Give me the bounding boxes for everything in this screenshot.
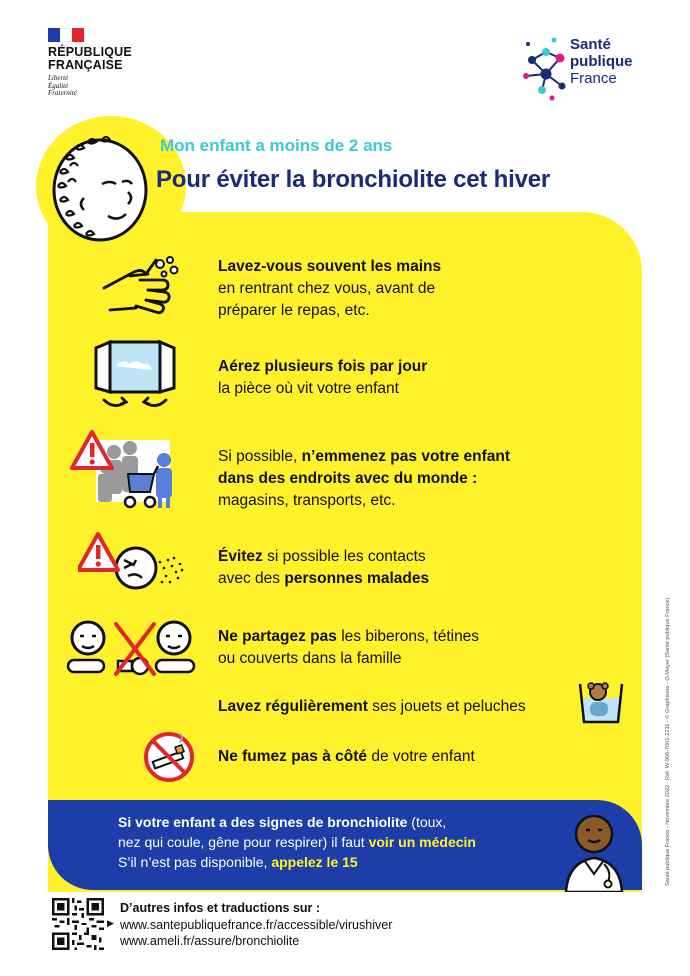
page-title: Pour éviter la bronchiolite cet hiver xyxy=(156,166,551,193)
washing-hands-icon xyxy=(100,254,184,318)
banner-line2-pre: nez qui coule, gêne pour respirer) il faut xyxy=(118,834,369,850)
rf-name xyxy=(48,46,158,72)
sneeze-warning-icon xyxy=(78,532,186,594)
advice-air-room-bold: Aérez plusieurs fois par jour xyxy=(218,358,428,375)
motto-fraternite: Fraternité xyxy=(48,89,77,97)
advice-wash-toys-rest: ses jouets et peluches xyxy=(367,698,526,715)
spf-wordmark xyxy=(570,36,633,87)
footer-links xyxy=(120,900,392,950)
advice-avoid-sick-line2-pre: avec des xyxy=(218,570,285,587)
rf-name-line1: RÉPUBLIQUE xyxy=(48,45,132,59)
advice-no-sharing-bold: Ne partagez pas xyxy=(218,628,337,645)
open-window-icon xyxy=(92,336,178,414)
advice-wash-hands-line2: en rentrant chez vous, avant de xyxy=(218,280,436,297)
advice-wash-hands-bold: Lavez-vous souvent les mains xyxy=(218,258,442,275)
advice-no-smoking xyxy=(218,746,475,768)
subtitle: Mon enfant a moins de 2 ans xyxy=(160,136,393,155)
advice-wash-hands-line3: préparer le repas, etc. xyxy=(218,302,370,319)
rf-motto xyxy=(48,75,158,98)
advice-avoid-sick-rest: si possible les contacts xyxy=(262,548,426,565)
advice-no-smoking-rest: de votre enfant xyxy=(367,748,475,765)
advice-no-sharing-rest: les biberons, tétines xyxy=(336,628,480,645)
advice-avoid-crowds-bold2: dans des endroits avec du monde : xyxy=(218,470,478,487)
banner-rest1: (toux, xyxy=(407,814,447,830)
no-smoking-icon xyxy=(142,730,196,784)
sante-publique-france-logo xyxy=(522,36,652,106)
banner-see-doctor: voir un médecin xyxy=(368,834,476,850)
qr-code-icon[interactable] xyxy=(52,898,104,950)
advice-wash-hands xyxy=(218,256,441,322)
advice-avoid-crowds-bold1: n’emmenez pas votre enfant xyxy=(301,448,511,465)
doctor-icon xyxy=(560,808,630,892)
banner-bold: Si votre enfant a des signes de bronchiolite xyxy=(118,814,408,830)
french-flag-icon xyxy=(48,28,84,42)
advice-avoid-sick-bold: Évitez xyxy=(218,548,263,565)
republique-francaise-logo xyxy=(48,28,158,98)
footer-link-ameli[interactable]: www.ameli.fr/assure/bronchiolite xyxy=(120,934,300,948)
banner-call-15: appelez le 15 xyxy=(271,854,358,870)
advice-air-room-line2: la pièce où vit votre enfant xyxy=(218,380,399,397)
motto-egalite: Égalité xyxy=(48,81,69,90)
footer-head: D’autres infos et traductions sur : xyxy=(120,901,321,915)
advice-no-sharing-line2: ou couverts dans la famille xyxy=(218,650,402,667)
advice-no-sharing xyxy=(218,626,479,670)
advice-avoid-crowds-line3: magasins, transports, etc. xyxy=(218,492,396,509)
rf-name-line2: FRANÇAISE xyxy=(48,58,123,72)
advice-avoid-crowds-pre: Si possible, xyxy=(218,448,302,465)
toys-basin-icon xyxy=(578,680,624,724)
advice-no-smoking-bold: Ne fumez pas à côté xyxy=(218,748,368,765)
advice-avoid-sick-line2-bold: personnes malades xyxy=(284,570,430,587)
footer-arrow-icon: ▶ xyxy=(107,919,114,929)
spf-line2: publique xyxy=(570,53,633,70)
spf-network-icon xyxy=(522,36,570,102)
advice-avoid-crowds xyxy=(218,446,510,512)
spf-line1: Santé xyxy=(570,36,611,53)
advice-avoid-sick xyxy=(218,546,429,590)
banner-line3-pre: S’il n’est pas disponible, xyxy=(118,854,272,870)
motto-liberte: Liberté xyxy=(48,74,69,82)
advice-air-room xyxy=(218,356,427,400)
no-sharing-icon xyxy=(64,616,198,680)
crowd-warning-icon xyxy=(70,430,180,514)
footer-link-santepubliquefrance[interactable]: www.santepubliquefrance.fr/accessible/virushiver xyxy=(120,917,393,932)
side-credit: Santé publique France - Novembre 2022 - Réf. W-906-7001-2211 - © Graphisme - O.Mayer (Santé publique France) xyxy=(665,597,671,886)
advice-wash-toys xyxy=(218,696,526,718)
advice-wash-toys-bold: Lavez régulièrement xyxy=(218,698,368,715)
spf-line3: France xyxy=(570,70,617,87)
warning-banner-text xyxy=(118,812,476,872)
baby-head-icon xyxy=(44,128,154,248)
